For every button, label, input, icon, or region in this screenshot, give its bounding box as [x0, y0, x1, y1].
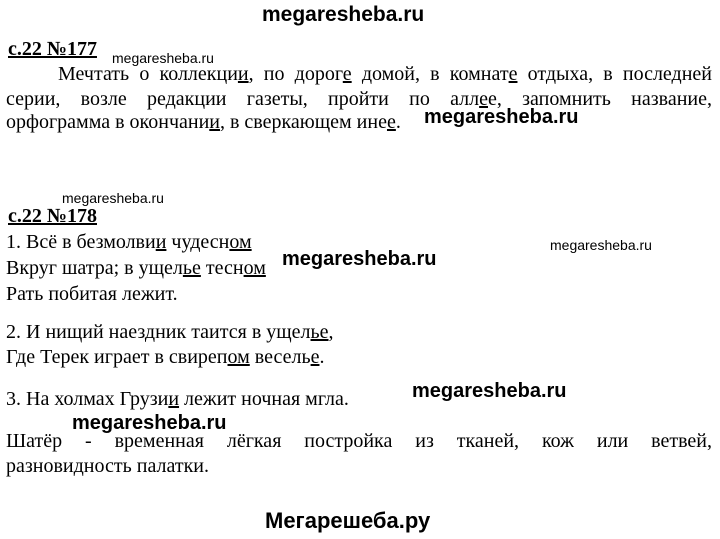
watermark-bold: megaresheba.ru [282, 248, 437, 270]
ex178-heading: с.22 №178 [8, 205, 97, 227]
watermark-bold: megaresheba.ru [412, 380, 567, 402]
stanza-2-line-2: Где Терек играет в свирепом веселье. [6, 346, 325, 368]
ex177-line-3: орфограмма в окончании, в сверкающем инее. [6, 111, 401, 133]
stanza-1-line-1: 1. Всё в безмолвии чудесном [6, 231, 252, 253]
watermark-small: megaresheba.ru [550, 237, 652, 253]
stanza-1-line-3: Рать побитая лежит. [6, 283, 178, 305]
stanza-2-line-1: 2. И нищий наездник таится в ущелье, [6, 321, 334, 343]
note-line-1: Шатёр - временная лёгкая постройка из тканей, кож или ветвей, [6, 430, 712, 452]
stanza-3-line-1: 3. На холмах Грузии лежит ночная мгла. [6, 388, 349, 410]
note-line-2: разновидность палатки. [6, 455, 209, 477]
stanza-1-line-2: Вкруг шатра; в ущелье тесном [6, 257, 266, 279]
ex177-heading: с.22 №177 [8, 38, 97, 60]
ex177-line-1: Мечтать о коллекции, по дороге домой, в комнате отдыха, в последней [58, 63, 712, 85]
bottom-watermark: Мегарешеба.ру [265, 508, 431, 533]
ex177-line-2: серии, возле редакции газеты, пройти по аллее, запомнить название, [6, 88, 712, 110]
watermark-small: megaresheba.ru [112, 50, 214, 66]
top-watermark: megaresheba.ru [262, 3, 425, 26]
watermark-small: megaresheba.ru [62, 190, 164, 206]
watermark-bold: megaresheba.ru [72, 412, 227, 434]
watermark-bold: megaresheba.ru [424, 106, 579, 128]
